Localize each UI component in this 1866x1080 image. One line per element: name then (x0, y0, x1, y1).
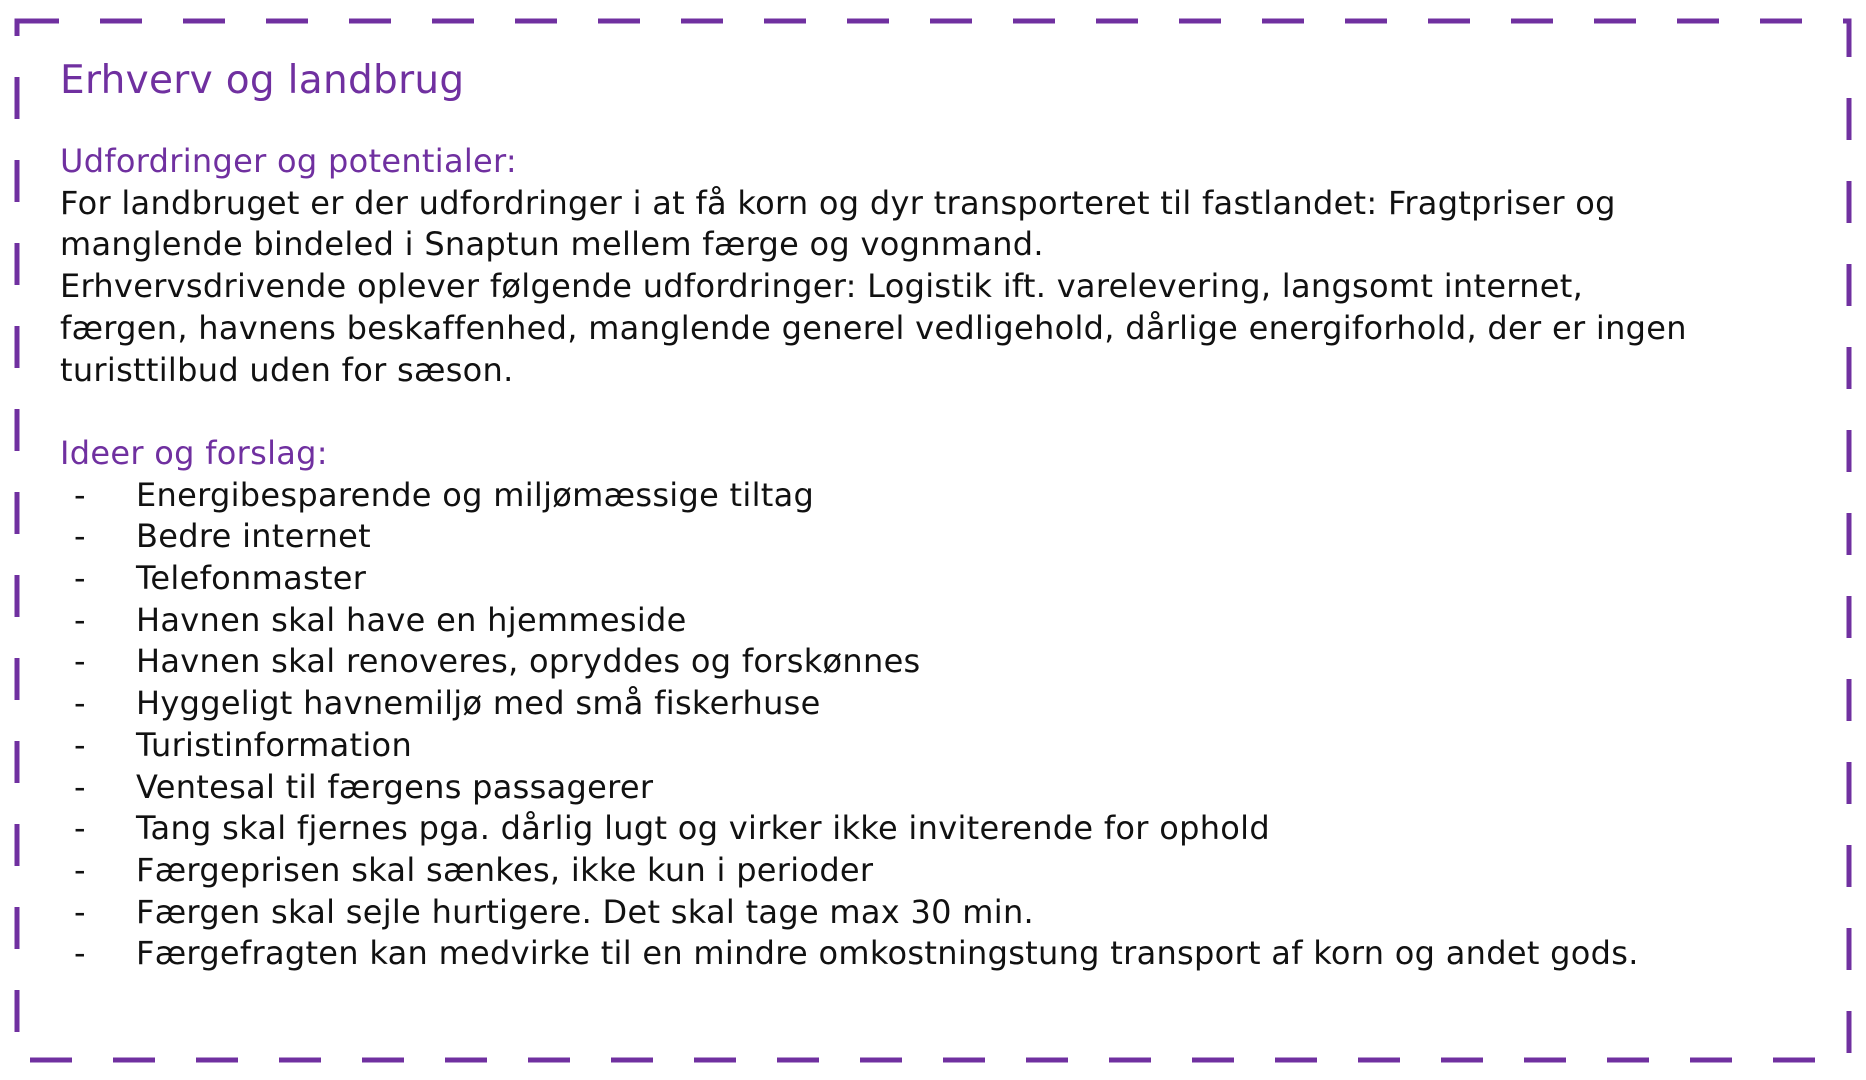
list-item-text: Hyggeligt havnemiljø med små fiskerhuse (136, 684, 821, 723)
bullet-dash: - (74, 684, 86, 723)
challenges-line: manglende bindeled i Snaptun mellem færge og vognmand. (60, 225, 1044, 264)
list-item-text: Ventesal til færgens passagerer (136, 767, 654, 806)
list-item (60, 933, 1820, 975)
bullet-dash: - (74, 850, 86, 889)
bullet-dash: - (74, 600, 86, 639)
list-item (60, 641, 1820, 683)
bullet-dash: - (74, 809, 86, 848)
ideas-list (60, 475, 1820, 975)
bullet-dash: - (74, 517, 86, 556)
list-item-text: Bedre internet (136, 517, 371, 556)
list-item (60, 892, 1820, 934)
list-item (60, 808, 1820, 850)
page-title: Erhverv og landbrug (60, 58, 465, 103)
challenges-line: turisttilbud uden for sæson. (60, 350, 514, 389)
list-item-text: Havnen skal have en hjemmeside (136, 600, 687, 639)
list-item (60, 850, 1820, 892)
list-item (60, 725, 1820, 767)
list-item-text: Telefonmaster (136, 559, 367, 598)
challenges-line: Erhvervsdrivende oplever følgende udfordringer: Logistik ift. varelevering, langsomt internet, (60, 267, 1584, 306)
list-item (60, 516, 1820, 558)
list-item (60, 683, 1820, 725)
bullet-dash: - (74, 559, 86, 598)
list-item (60, 558, 1820, 600)
list-item-text: Energibesparende og miljømæssige tiltag (136, 475, 815, 514)
bullet-dash: - (74, 892, 86, 931)
list-item (60, 475, 1820, 517)
ideas-heading: Ideer og forslag: (60, 433, 328, 472)
ideas-section (60, 433, 1820, 975)
list-item-text: Tang skal fjernes pga. dårlig lugt og virker ikke inviterende for ophold (136, 809, 1270, 848)
bullet-dash: - (74, 767, 86, 806)
list-item (60, 767, 1820, 809)
list-item-text: Færgeprisen skal sænkes, ikke kun i perioder (136, 850, 874, 889)
list-item-text: Turistinformation (136, 725, 413, 764)
challenges-line: For landbruget er der udfordringer i at få korn og dyr transporteret til fastlandet: Fragtpriser og (60, 183, 1616, 222)
list-item-text: Færgefragten kan medvirke til en mindre omkostningstung transport af korn og andet gods. (136, 934, 1639, 973)
bullet-dash: - (74, 725, 86, 764)
list-item-text: Færgen skal sejle hurtigere. Det skal tage max 30 min. (136, 892, 1035, 931)
challenges-section (60, 141, 1820, 391)
bullet-dash: - (74, 475, 86, 514)
list-item (60, 600, 1820, 642)
challenges-heading: Udfordringer og potentialer: (60, 142, 518, 180)
list-item-text: Havnen skal renoveres, opryddes og forskønnes (136, 642, 921, 681)
spacer (60, 112, 1820, 141)
document-body (60, 50, 1820, 975)
spacer (60, 391, 1820, 433)
bullet-dash: - (74, 934, 86, 973)
challenges-line: færgen, havnens beskaffenhed, manglende generel vedligehold, dårlige energiforhold, der er ingen (60, 308, 1687, 347)
bullet-dash: - (74, 642, 86, 681)
